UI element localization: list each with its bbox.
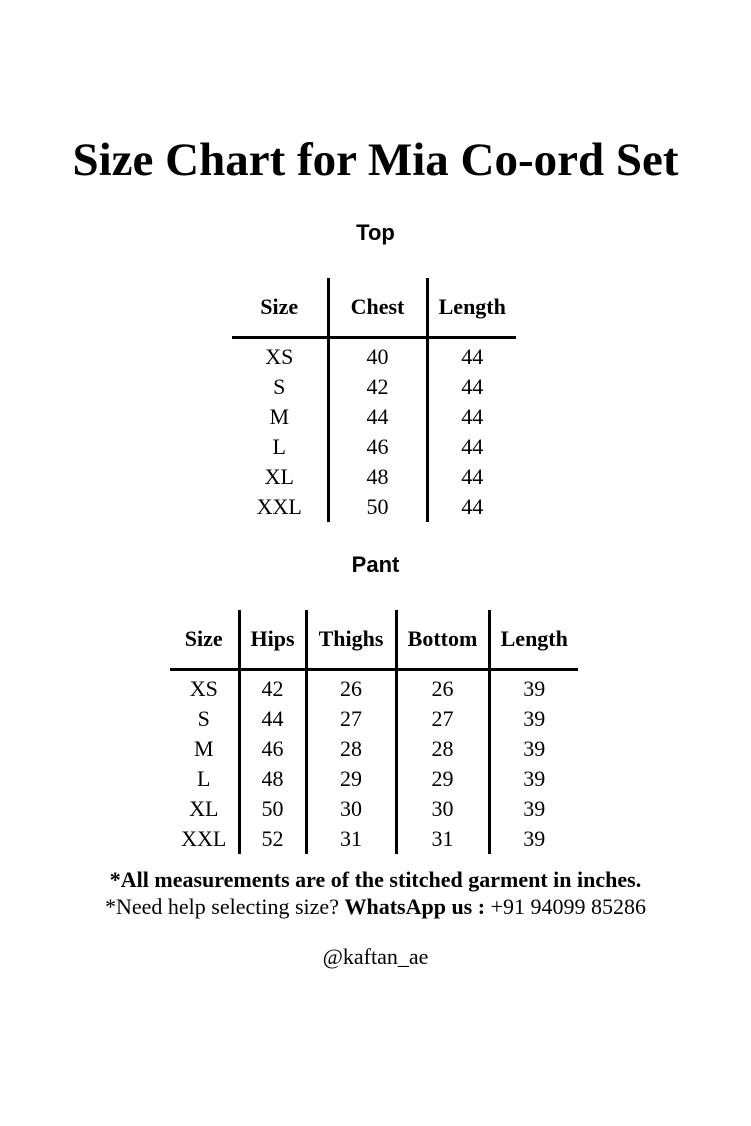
top-header-length: Length [427,278,516,338]
social-handle[interactable]: @kaftan_ae [322,944,429,969]
pant-cell-length: 39 [523,736,546,761]
top-cell-size: M [232,402,328,432]
pant-cell-hips: 42 [239,670,306,705]
pant-cell-size: L [170,764,239,794]
pant-cell-length: 39 [523,676,546,701]
top-section-heading: Top [356,220,395,245]
top-cell-size: XXL [232,492,328,522]
top-header-size: Size [232,278,328,338]
whatsapp-label: WhatsApp us : [344,894,486,919]
table-row [170,824,578,854]
pant-header-thighs: Thighs [306,610,396,670]
top-cell-length: 44 [461,434,484,459]
top-cell-length: 44 [461,344,484,369]
table-row [170,764,578,794]
pant-cell-size: XS [170,670,239,705]
top-cell-length: 44 [461,374,484,399]
pant-size-table [170,610,578,854]
table-row [232,338,516,373]
pant-cell-size: S [170,704,239,734]
pant-cell-length: 39 [523,766,546,791]
pant-cell-bottom: 30 [396,794,489,824]
whatsapp-phone[interactable]: +91 94099 85286 [490,894,646,919]
pant-cell-hips: 48 [239,764,306,794]
top-cell-chest: 42 [328,372,427,402]
top-cell-length: 44 [461,464,484,489]
table-row [170,704,578,734]
pant-cell-bottom: 28 [396,734,489,764]
top-size-table [232,278,516,522]
measurement-note: *All measurements are of the stitched garment in inches. [109,867,642,892]
top-cell-length: 44 [461,494,484,519]
top-header-chest: Chest [328,278,427,338]
pant-cell-thighs: 30 [306,794,396,824]
pant-cell-hips: 46 [239,734,306,764]
pant-header-bottom: Bottom [396,610,489,670]
table-row [232,432,516,462]
pant-header-row [170,610,578,670]
table-row [170,670,578,705]
pant-cell-thighs: 27 [306,704,396,734]
pant-cell-hips: 50 [239,794,306,824]
table-row [232,372,516,402]
table-row [232,462,516,492]
pant-header-length: Length [489,610,578,670]
pant-cell-thighs: 26 [306,670,396,705]
table-row [232,492,516,522]
pant-cell-length: 39 [523,826,546,851]
pant-cell-bottom: 26 [396,670,489,705]
help-prefix: *Need help selecting size? [105,894,339,919]
table-row [170,734,578,764]
pant-cell-hips: 44 [239,704,306,734]
top-cell-chest: 50 [328,492,427,522]
top-cell-size: L [232,432,328,462]
pant-header-hips: Hips [239,610,306,670]
top-cell-size: XL [232,462,328,492]
pant-cell-size: XL [170,794,239,824]
table-row [170,794,578,824]
table-row [232,402,516,432]
pant-cell-bottom: 31 [396,824,489,854]
pant-cell-hips: 52 [239,824,306,854]
help-note [0,893,751,921]
pant-cell-size: M [170,734,239,764]
pant-cell-bottom: 29 [396,764,489,794]
pant-header-size: Size [170,610,239,670]
top-cell-chest: 40 [328,338,427,373]
top-cell-length: 44 [461,404,484,429]
top-cell-chest: 46 [328,432,427,462]
pant-cell-thighs: 28 [306,734,396,764]
pant-cell-thighs: 29 [306,764,396,794]
pant-cell-size: XXL [170,824,239,854]
pant-section-heading: Pant [351,552,400,577]
top-cell-chest: 44 [328,402,427,432]
top-header-row [232,278,516,338]
page-title: Size Chart for Mia Co-ord Set [72,134,679,186]
pant-cell-length: 39 [523,706,546,731]
top-cell-size: XS [232,338,328,373]
pant-cell-length: 39 [523,796,546,821]
top-cell-size: S [232,372,328,402]
top-cell-chest: 48 [328,462,427,492]
pant-cell-bottom: 27 [396,704,489,734]
pant-cell-thighs: 31 [306,824,396,854]
